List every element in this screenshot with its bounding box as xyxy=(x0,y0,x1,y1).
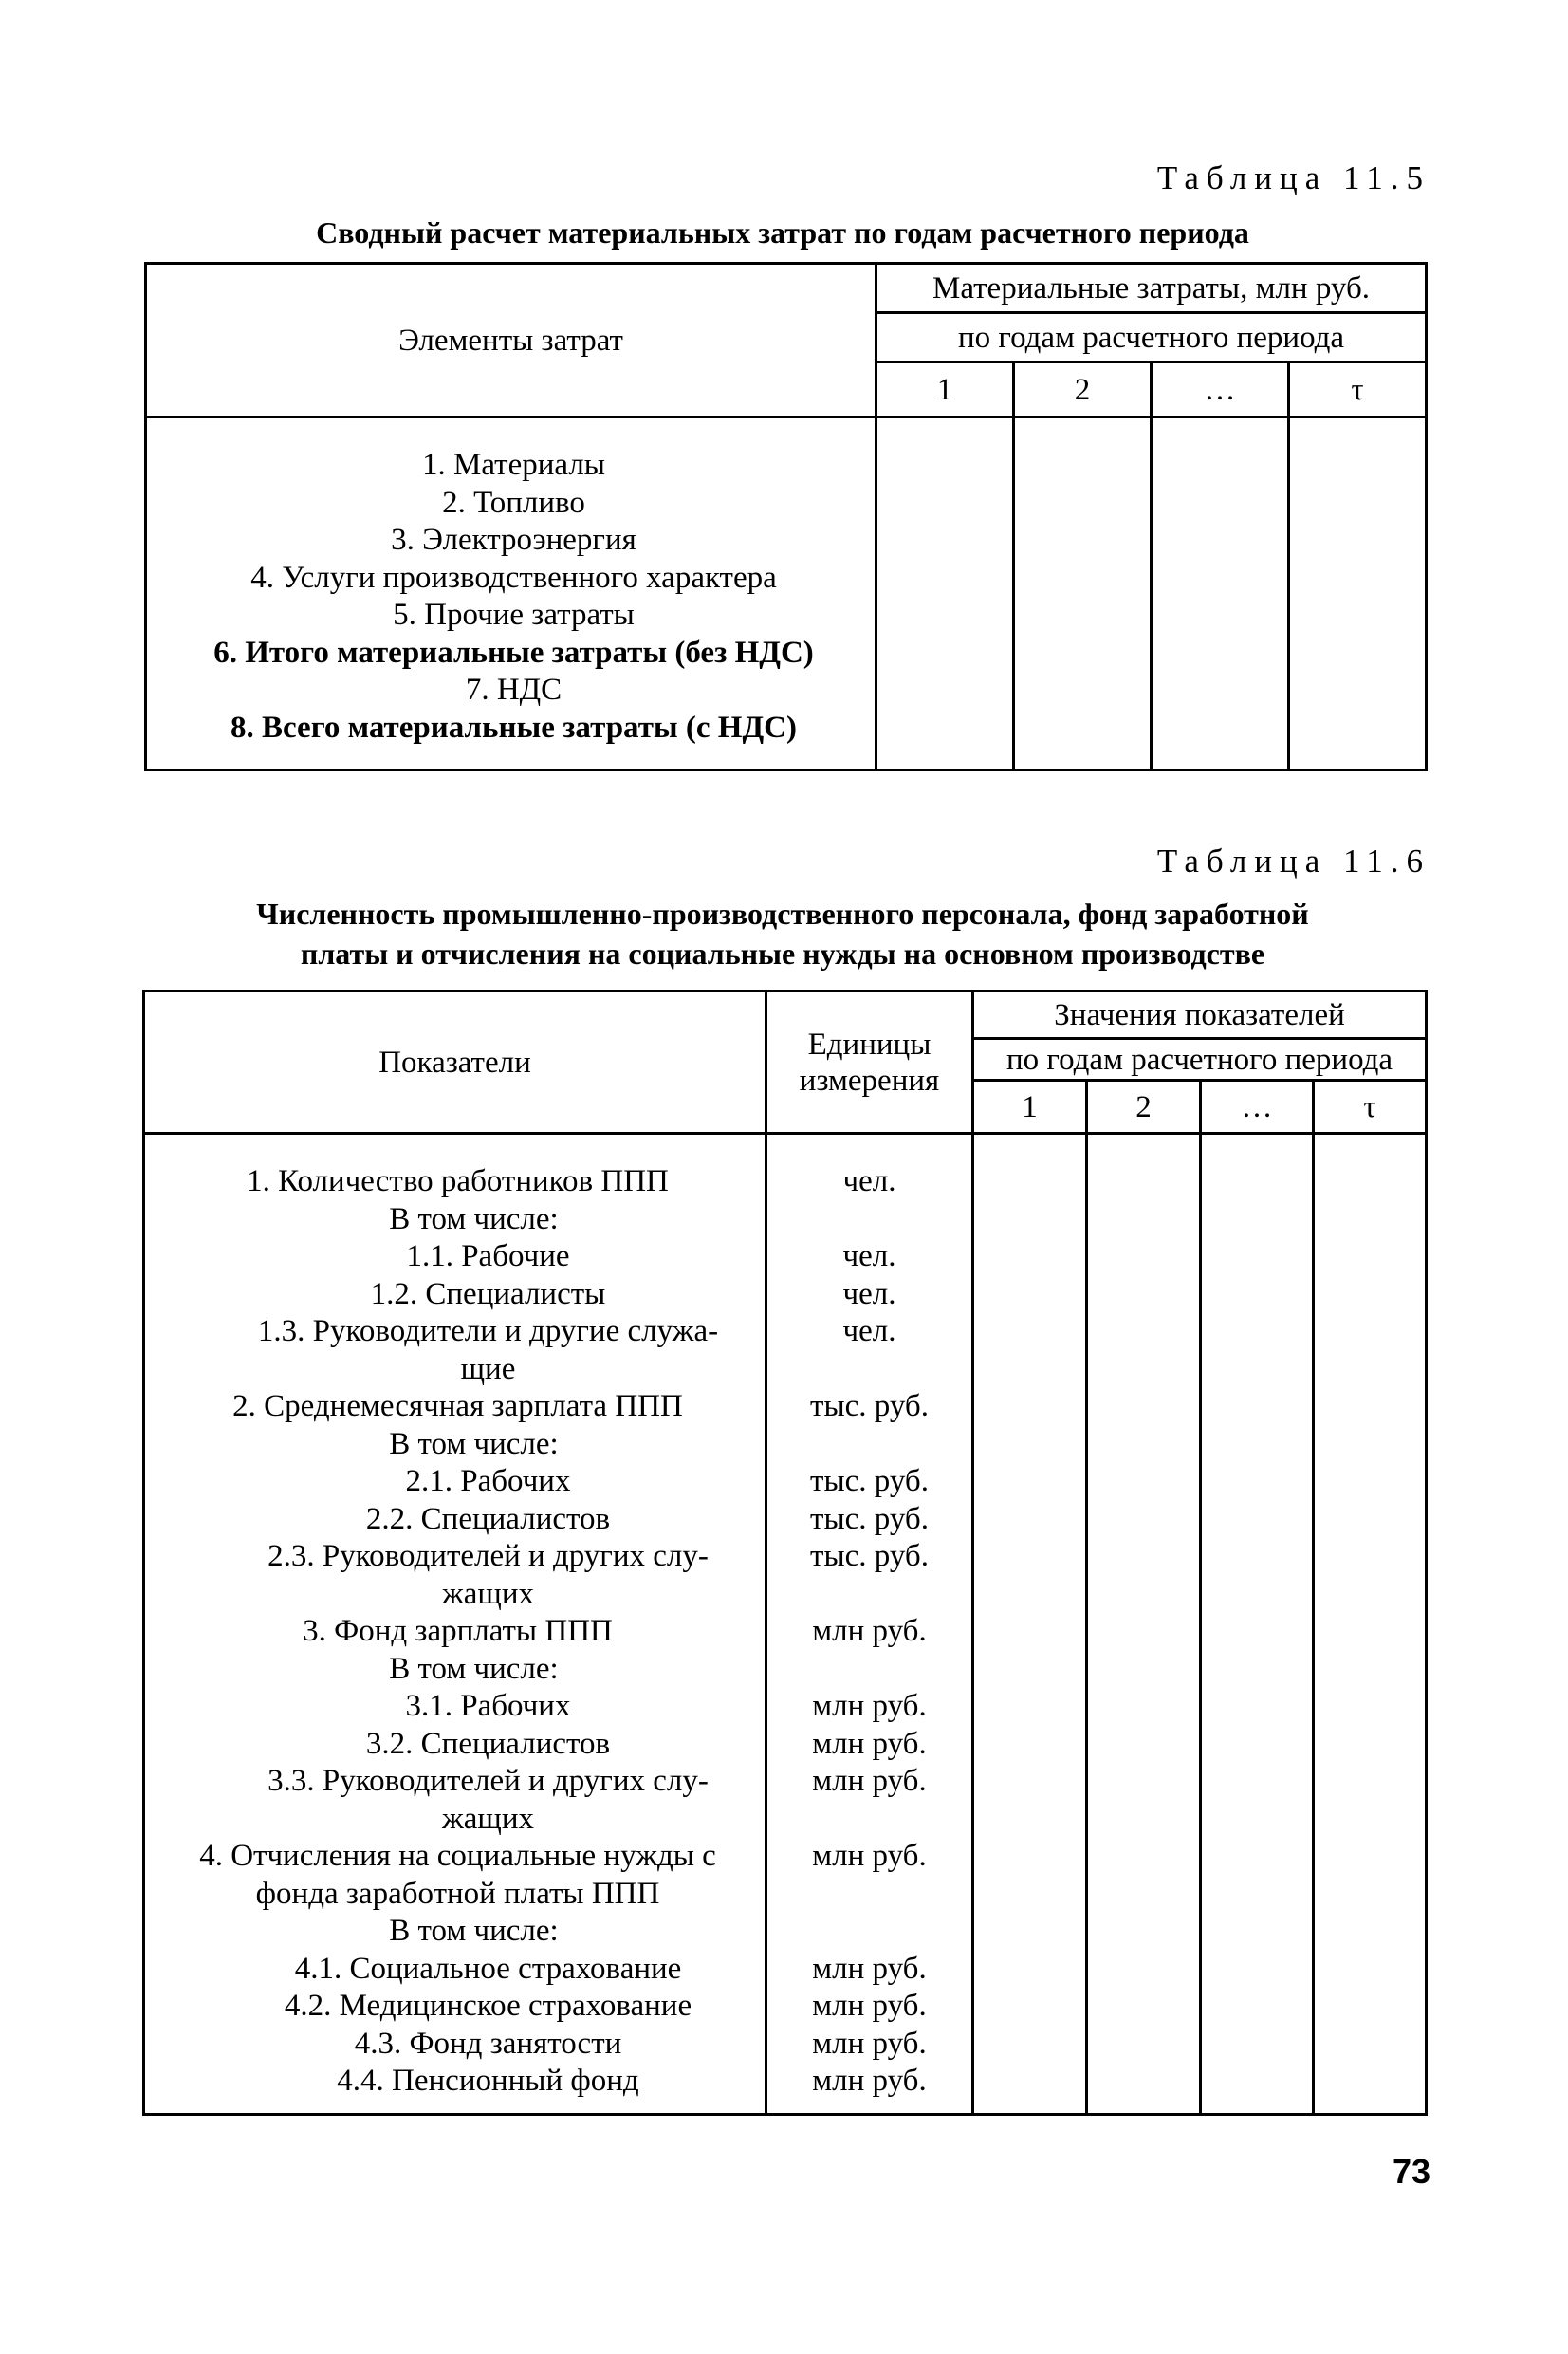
header-period: по годам расчетного периода xyxy=(876,313,1427,362)
header-period: по годам расчетного периода xyxy=(973,1039,1427,1081)
row-text: 4.3. Фонд занятости xyxy=(354,2026,622,2061)
row-item-total: 6. Итого материальные затраты (без НДС) xyxy=(213,635,814,670)
row-item: 2. Топливо xyxy=(442,485,585,520)
row-unit: тыс. руб. xyxy=(810,1389,929,1423)
col-2: 2 xyxy=(1014,362,1152,417)
row-unit: млн руб. xyxy=(812,1989,927,2023)
row-unit: млн руб. xyxy=(812,1689,927,1723)
row-item: 1. Материалы xyxy=(422,448,605,482)
row-unit: тыс. руб. xyxy=(810,1501,929,1536)
row-item: 7. НДС xyxy=(465,673,563,707)
row-text: щие xyxy=(460,1351,516,1386)
row-text: В том числе: xyxy=(389,1426,559,1461)
value-cell xyxy=(1201,1134,1314,2115)
row-unit xyxy=(767,1201,971,1239)
row-text: В том числе: xyxy=(389,1651,559,1686)
units-column xyxy=(766,1134,973,2115)
indicators-column xyxy=(144,1134,766,2115)
row-unit xyxy=(767,1913,971,1951)
row-text: В том числе: xyxy=(389,1914,559,1948)
table-11-5-title: Сводный расчет материальных затрат по годам расчетного периода xyxy=(316,215,1249,250)
row-text: 3.1. Рабочих xyxy=(405,1689,571,1723)
page-number: 73 xyxy=(1392,2152,1430,2191)
row-text: 4.2. Медицинское страхование xyxy=(284,1989,692,2023)
row-text: 2.2. Специалистов xyxy=(365,1501,611,1536)
row-text: 4.4. Пенсионный фонд xyxy=(337,2064,639,2098)
col-tau: τ xyxy=(1289,362,1427,417)
row-text: 1.1. Рабочие xyxy=(406,1239,570,1273)
value-cell xyxy=(1087,1134,1201,2115)
row-unit: тыс. руб. xyxy=(810,1539,929,1573)
row-text: 2.1. Рабочих xyxy=(405,1464,571,1498)
header-indicators: Показатели xyxy=(144,992,766,1134)
row-text: жащих xyxy=(441,1576,535,1611)
row-unit: тыс. руб. xyxy=(810,1464,929,1498)
header-units-line1: Единицы xyxy=(807,1027,932,1062)
row-text: В том числе: xyxy=(389,1201,559,1236)
header-units xyxy=(766,992,973,1134)
header-elements: Элементы затрат xyxy=(146,264,876,417)
table-11-5 xyxy=(144,262,1428,771)
row-unit: млн руб. xyxy=(812,1764,927,1798)
row-text: фонда заработной платы ППП xyxy=(255,1876,660,1911)
row-text: 4.1. Социальное страхование xyxy=(294,1951,682,1986)
value-cell xyxy=(1314,1134,1427,2115)
value-cell xyxy=(1289,417,1427,770)
row-text: жащих xyxy=(441,1801,535,1836)
col-ellipsis: … xyxy=(1201,1081,1314,1134)
row-text: 3.3. Руководителей и других слу- xyxy=(267,1764,709,1798)
row-text: 2. Среднемесячная зарплата ППП xyxy=(232,1389,683,1423)
col-tau: τ xyxy=(1314,1081,1427,1134)
value-cell xyxy=(1152,417,1289,770)
row-text: 3. Фонд зарплаты ППП xyxy=(303,1614,613,1648)
row-unit xyxy=(767,1651,971,1689)
row-unit: млн руб. xyxy=(812,1614,927,1648)
row-text: 3.2. Специалистов xyxy=(365,1726,611,1761)
col-1: 1 xyxy=(876,362,1014,417)
row-unit xyxy=(767,1426,971,1464)
col-1: 1 xyxy=(973,1081,1087,1134)
row-unit xyxy=(767,1876,971,1914)
table-11-6-number: Таблица 11.6 xyxy=(1156,843,1430,880)
rows-column xyxy=(146,417,876,770)
row-text: 2.3. Руководителей и других слу- xyxy=(267,1539,709,1573)
table-11-6 xyxy=(142,990,1428,2116)
header-units-line2: измерения xyxy=(799,1063,940,1098)
row-text: 1. Количество работников ППП xyxy=(247,1164,669,1198)
row-unit: млн руб. xyxy=(812,1951,927,1986)
row-text: 1.2. Специалисты xyxy=(370,1276,606,1311)
table-11-6-title-line2: платы и отчисления на социальные нужды на основном производстве xyxy=(300,936,1265,971)
row-unit: чел. xyxy=(842,1239,896,1273)
col-ellipsis: … xyxy=(1152,362,1289,417)
row-unit: млн руб. xyxy=(812,2064,927,2098)
value-cell xyxy=(1014,417,1152,770)
row-unit xyxy=(767,1576,971,1614)
header-costs: Материальные затраты, млн руб. xyxy=(876,264,1427,313)
table-11-6-title-line1: Численность промышленно-производственного персонала, фонд заработной xyxy=(256,897,1309,931)
row-text: 4. Отчисления на социальные нужды с xyxy=(199,1839,716,1873)
col-2: 2 xyxy=(1087,1081,1201,1134)
row-unit: млн руб. xyxy=(812,1839,927,1873)
row-item: 4. Услуги производственного характера xyxy=(250,560,777,595)
row-item: 5. Прочие затраты xyxy=(393,598,635,632)
row-item: 3. Электроэнергия xyxy=(391,523,636,557)
row-item-grand-total: 8. Всего материальные затраты (с НДС) xyxy=(231,710,797,745)
table-11-5-number: Таблица 11.5 xyxy=(1156,159,1430,196)
header-values: Значения показателей xyxy=(973,992,1427,1039)
row-unit: чел. xyxy=(842,1314,896,1348)
row-unit: чел. xyxy=(842,1276,896,1311)
value-cell xyxy=(973,1134,1087,2115)
value-cell xyxy=(876,417,1014,770)
row-text: 1.3. Руководители и другие служа- xyxy=(257,1314,719,1348)
row-unit: млн руб. xyxy=(812,1726,927,1761)
row-unit: чел. xyxy=(842,1164,896,1198)
row-unit xyxy=(767,1801,971,1839)
row-unit xyxy=(767,1351,971,1389)
row-unit: млн руб. xyxy=(812,2026,927,2061)
